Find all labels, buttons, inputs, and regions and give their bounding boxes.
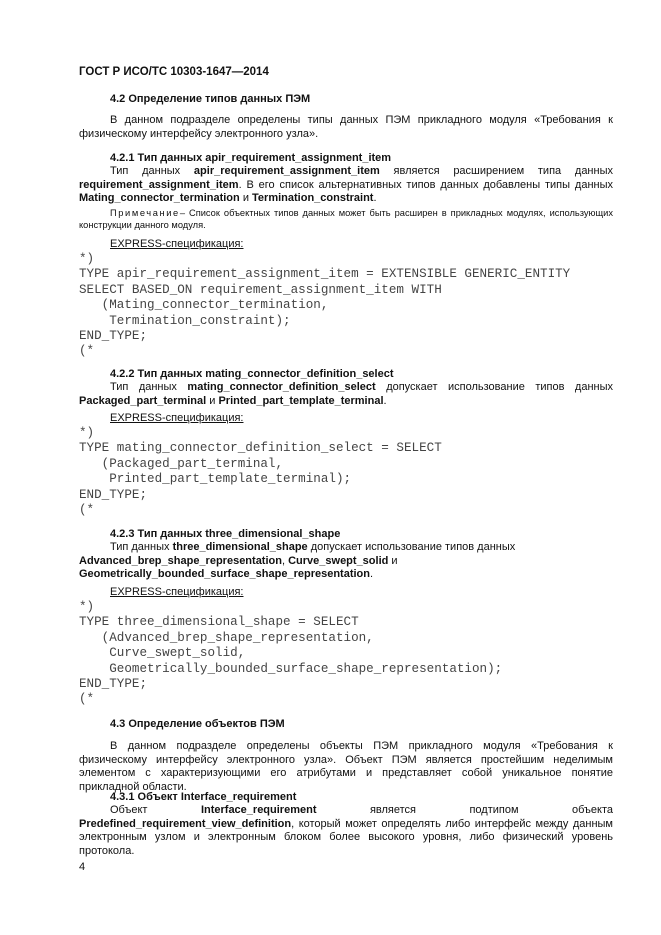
section-heading-4-3: 4.3 Определение объектов ПЭМ <box>110 718 285 730</box>
section-4-2-2-text: Тип данных mating_connector_definition_select допускает использование типов данных Packaged_part_terminal и Printed_part_template_terminal. <box>79 381 614 407</box>
document-header: ГОСТ Р ИСО/ТС 10303-1647—2014 <box>79 66 269 78</box>
section-heading-4-3-1: 4.3.1 Объект Interface_requirement <box>110 791 297 803</box>
express-spec-label: EXPRESS-спецификация: <box>110 238 244 250</box>
intro-text: В данном подразделе определены типы данных ПЭМ прикладного модуля «Требования к физическому интерфейсу электронного узла». <box>79 114 613 140</box>
note-label: Примечание <box>110 208 180 218</box>
section-heading-4-2-1: 4.2.1 Тип данных apir_requirement_assignment_item <box>110 152 392 164</box>
section-heading-4-2: 4.2 Определение типов данных ПЭМ <box>110 93 311 105</box>
page-number: 4 <box>79 861 86 873</box>
section-heading-4-2-3: 4.2.3 Тип данных three_dimensional_shape <box>110 528 341 540</box>
section-4-2-1-text: Тип данных apir_requirement_assignment_item является расширением типа данных requirement_assignment_item. В его список альтернативных типов данных добавлены типы данных Mating_connector_termination и Termination_constraint. <box>79 165 613 205</box>
section-heading-4-2-2: 4.2.2 Тип данных mating_connector_definition_select <box>110 368 394 380</box>
express-code-block: *) TYPE apir_requirement_assignment_item = EXTENSIBLE GENERIC_ENTITY SELECT BASED_ON requirement_assignment_item WITH (Mating_connector_termination, Termination_constraint); END_TYPE; (* <box>79 252 571 359</box>
express-code-block: *) TYPE mating_connector_definition_select = SELECT (Packaged_part_terminal, Printed_part_template_terminal); END_TYPE; (* <box>79 426 442 518</box>
express-spec-label: EXPRESS-спецификация: <box>110 586 244 598</box>
express-code-block: *) TYPE three_dimensional_shape = SELECT (Advanced_brep_shape_representation, Curve_swept_solid, Geometrically_bounded_surface_shape_representation); END_TYPE; (* <box>79 600 503 707</box>
section-4-3-1-text: Объект Interface_requirement является подтипом объекта Predefined_requirement_view_definition, который может определять либо интерфейс между данным электронным узлом и электронным блоком более высокого уровня, либо физический уровень протокола. <box>79 804 614 857</box>
express-spec-label: EXPRESS-спецификация: <box>110 412 244 424</box>
section-4-2-1-note <box>79 208 613 231</box>
section-4-3-intro: В данном подразделе определены объекты ПЭМ прикладного модуля «Требования к физическому интерфейсу электронного узла». Объект ПЭМ является простейшим неделимым элементом с характеризующими его атрибутами и представляет собой уникальное понятие прикладной области. <box>79 740 613 793</box>
note-text: – Список объектных типов данных может быть расширен в прикладных модулях, использующих конструкции данного модуля. <box>79 208 613 230</box>
section-4-2-3-text: Тип данных three_dimensional_shape допускает использование типов данных Advanced_brep_shape_representation, Curve_swept_solid и Geometrically_bounded_surface_shape_representation. <box>79 541 516 581</box>
section-4-2-intro <box>79 114 613 141</box>
